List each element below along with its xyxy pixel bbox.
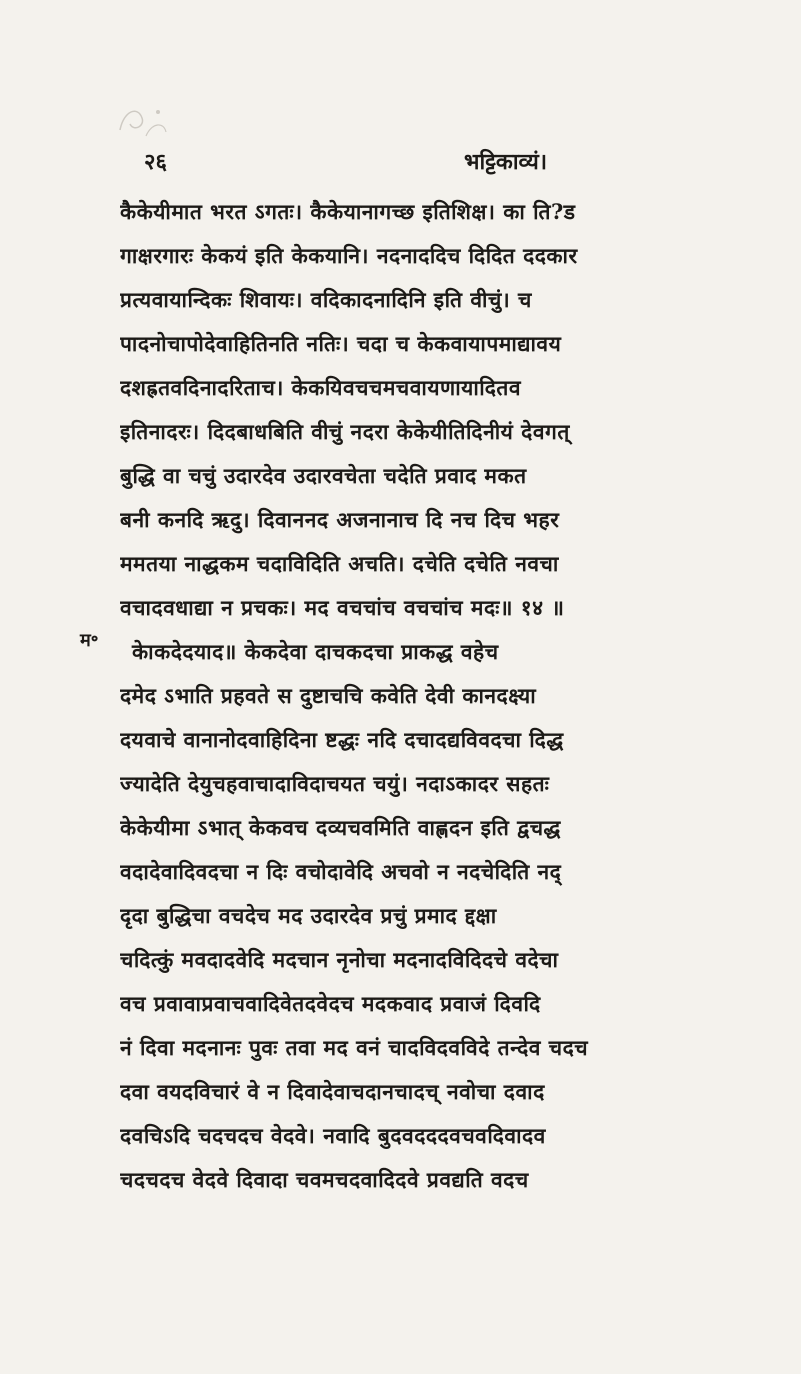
page-header <box>144 146 764 180</box>
text-line: इतिनादरः। दिदबाधबिति वीचुं नदरा केकेयीतिदिनीयं देवगत् <box>120 419 570 444</box>
text-line: केकेयीमा ऽभात् केकवच दव्यचवमिति वाह्णदन इति द्वचद्ध <box>120 815 561 840</box>
corner-flourish-mark <box>112 100 172 144</box>
text-line: प्रत्यवायान्दिकः शिवायः। वदिकादनादिनि इति वीचुं। च <box>120 287 532 312</box>
text-line: बुद्धि वा चचुं उदारदेव उदारवचेता चदेति प्रवाद मकत <box>120 463 527 488</box>
text-line: वच प्रवावाप्रवाचवादिवेतदवेदच मदकवाद प्रवाजं दिवदि <box>120 991 541 1016</box>
text-line: गाक्षरगारः केकयं इति केकयानि। नदनाददिच दिदित ददकार <box>120 243 578 268</box>
text-line: वचादवधाद्या न प्रचकः। मद वचचांच वचचांच मदः॥ १४ ॥ <box>120 595 565 620</box>
text-line: दृदा बुद्धिचा वचदेच मद उदारदेव प्रचुं प्रमाद द्दक्षा <box>120 903 497 928</box>
text-line: दशह्रतवदिनादरिताच। केकयिवचचमचवायणायादितव <box>120 375 521 400</box>
page-number: २६ <box>144 149 167 175</box>
text-line: केाकदेदयाद॥ केकदेवा दाचकदचा प्राकद्ध वहेच <box>132 639 499 664</box>
body-text <box>120 190 796 1202</box>
text-line: नं दिवा मदनानः पुवः तवा मद वनं चादविदवविदे तन्देव चदच <box>120 1035 589 1060</box>
text-line: पादनोचापोदेवाहितिनति नतिः। चदा च केकवायापमाद्यावय <box>120 331 562 356</box>
text-line: चदित्कुं मवदादवेदि मदचान नृनोचा मदनादविदिदचे वदेचा <box>120 947 559 972</box>
text-line: दमेद ऽभाति प्रहवते स दुष्टाचचि कवेति देवी कानदक्ष्या <box>120 683 537 708</box>
text-line: वदादेवादिवदचा न दिः वचोदावेदि अचवो न नदचेदिति नद् <box>120 859 562 884</box>
text-line: कैकेयीमात भरत ऽगतः। कैकेयानागच्छ इतिशिक्ष। का ति?ड <box>120 199 576 224</box>
margin-note: म॰ <box>80 630 99 651</box>
text-line: चदचदच वेदवे दिवादा चवमचदवादिदवे प्रवद्यति वदच <box>120 1167 529 1192</box>
text-line: बनी कनदि ऋदु। दिवाननद अजनानाच दि नच दिच भहर <box>120 507 560 532</box>
text-line: दवचिऽदि चदचदच वेदवे। नवादि बुदवदददवचवदिवादव <box>120 1123 546 1148</box>
running-title: भट्टिकाव्यं। <box>464 149 548 175</box>
text-line: दवा वयदविचारं वे न दिवादेवाचदानचादच् नवोचा दवाद <box>120 1079 545 1104</box>
text-line: ज्यादेति देयुचहवाचादाविदाचयत चयुं। नदाऽकादर सहतः <box>120 771 550 796</box>
text-line: ममतया नाद्धकम चदाविदिति अचति। दचेति दचेति नवचा <box>120 551 559 576</box>
text-line: दयवाचे वानानोदवाहिदिना ष्टद्धः नदि दचादद्यविवदचा दिद्ध <box>120 727 564 752</box>
